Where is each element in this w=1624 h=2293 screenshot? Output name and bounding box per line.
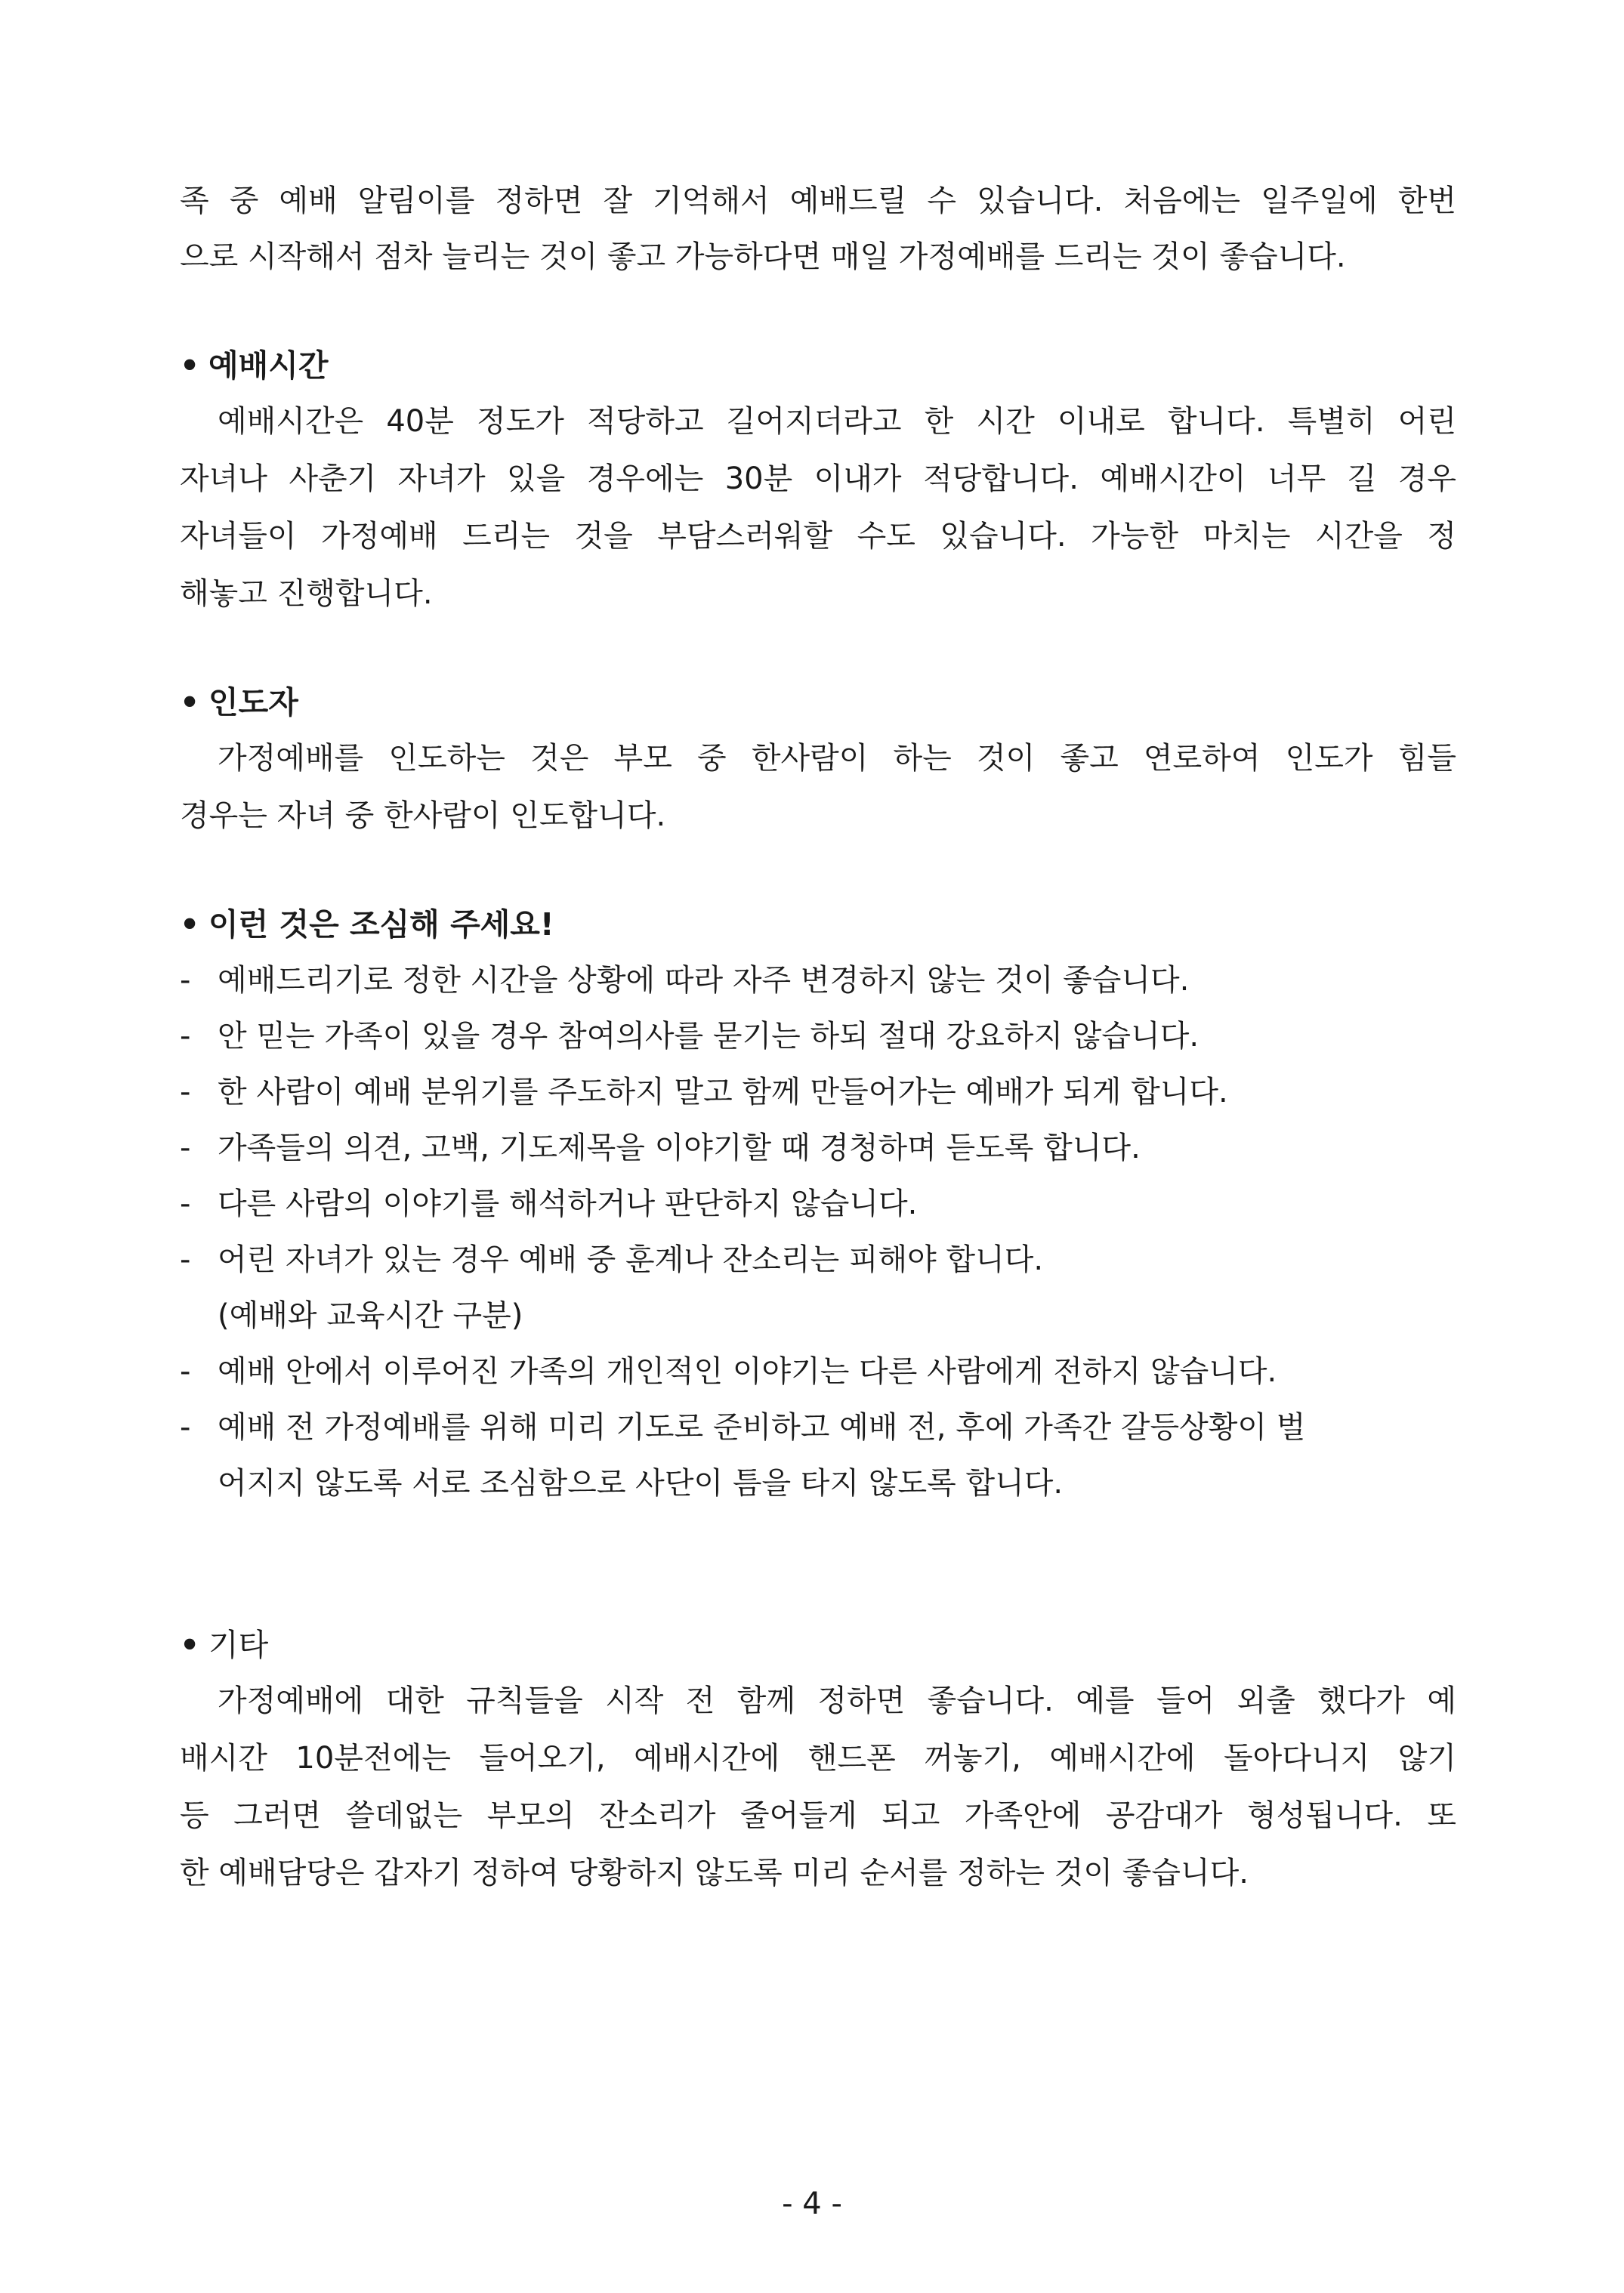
section-etc-title: 기타 — [208, 1627, 269, 1663]
dash-marker: - — [180, 1242, 191, 1277]
dash-marker: - — [180, 1354, 191, 1389]
caution-item: - 예배드리기로 정한 시간을 상황에 따라 자주 변경하지 않는 것이 좋습니다. — [180, 952, 1189, 1009]
caution-item: - 예배 전 가정예배를 위해 미리 기도로 준비하고 예배 전, 후에 가족간 갈등상황이 벌 — [180, 1399, 1305, 1456]
caution-item: - 가족들의 의견, 고백, 기도제목을 이야기할 때 경청하며 듣도록 합니다. — [180, 1119, 1141, 1177]
section-time-line-3: 자녀들이 가정예배 드리는 것을 부담스러워할 수도 있습니다. 가능한 마치는 시간을 정 — [180, 519, 1456, 554]
bullet-icon: • — [180, 347, 200, 384]
section-time-line-1: 예배시간은 40분 정도가 적당하고 길어지더라고 한 시간 이내로 합니다. 특별히 어린 — [218, 404, 1456, 439]
section-caution-title: 이런 것은 조심해 주세요! — [208, 906, 554, 943]
bullet-icon: • — [180, 1627, 200, 1663]
dash-marker: - — [180, 1131, 191, 1165]
bullet-icon: • — [180, 906, 200, 943]
dash-marker: - — [180, 1075, 191, 1109]
section-etc-line-3: 등 그러면 쓸데없는 부모의 잔소리가 줄어들게 되고 가족안에 공감대가 형성됩니다. 또 — [180, 1798, 1456, 1833]
bullet-icon: • — [180, 684, 200, 721]
dash-marker: - — [180, 963, 191, 998]
section-time-title: 예배시간 — [208, 347, 329, 384]
section-leader-title: 인도자 — [208, 684, 298, 721]
section-time-line-4: 해놓고 진행합니다. — [180, 576, 433, 611]
section-leader-heading — [180, 674, 298, 731]
caution-item: - 어린 자녀가 있는 경우 예배 중 훈계나 잔소리는 피해야 합니다. — [180, 1231, 1043, 1288]
caution-item: - 다른 사람의 이야기를 해석하거나 판단하지 않습니다. — [180, 1175, 917, 1233]
section-time-line-2: 자녀나 사춘기 자녀가 있을 경우에는 30분 이내가 적당합니다. 예배시간이 너무 길 경우 — [180, 461, 1456, 496]
intro-line-1: 족 중 예배 알림이를 정하면 잘 기억해서 예배드릴 수 있습니다. 처음에는 일주일에 한번 — [180, 184, 1456, 218]
dash-marker: - — [180, 1410, 191, 1445]
page-number: - 4 - — [782, 2187, 842, 2221]
section-etc-line-2: 배시간 10분전에는 들어오기, 예배시간에 핸드폰 꺼놓기, 예배시간에 돌아다니지 않기 — [180, 1741, 1456, 1776]
section-leader-line-1: 가정예배를 인도하는 것은 부모 중 한사람이 하는 것이 좋고 연로하여 인도가 힘들 — [218, 741, 1456, 776]
caution-item: - 예배 안에서 이루어진 가족의 개인적인 이야기는 다른 사람에게 전하지 않습니다. — [180, 1343, 1277, 1400]
section-leader-line-2: 경우는 자녀 중 한사람이 인도합니다. — [180, 798, 666, 833]
dash-marker: - — [180, 1019, 191, 1054]
caution-item-continuation: 어지지 않도록 서로 조심함으로 사단이 틈을 타지 않도록 합니다. — [218, 1466, 1064, 1501]
section-etc-line-1: 가정예배에 대한 규칙들을 시작 전 함께 정하면 좋습니다. 예를 들어 외출 했다가 예 — [218, 1683, 1456, 1718]
section-time-heading — [180, 337, 328, 394]
section-etc-line-4: 한 예배담당은 갑자기 정하여 당황하지 않도록 미리 순서를 정하는 것이 좋습니다. — [180, 1856, 1249, 1890]
intro-line-2: 으로 시작해서 점차 늘리는 것이 좋고 가능하다면 매일 가정예배를 드리는 것이 좋습니다. — [180, 239, 1346, 274]
caution-item-note: (예배와 교육시간 구분) — [218, 1298, 523, 1333]
dash-marker: - — [180, 1187, 191, 1221]
caution-item: - 안 믿는 가족이 있을 경우 참여의사를 묻기는 하되 절대 강요하지 않습니다. — [180, 1008, 1199, 1065]
caution-item: - 한 사람이 예배 분위기를 주도하지 말고 함께 만들어가는 예배가 되게 합니다. — [180, 1063, 1228, 1121]
section-etc-heading — [180, 1616, 268, 1674]
section-caution-heading — [180, 896, 554, 953]
